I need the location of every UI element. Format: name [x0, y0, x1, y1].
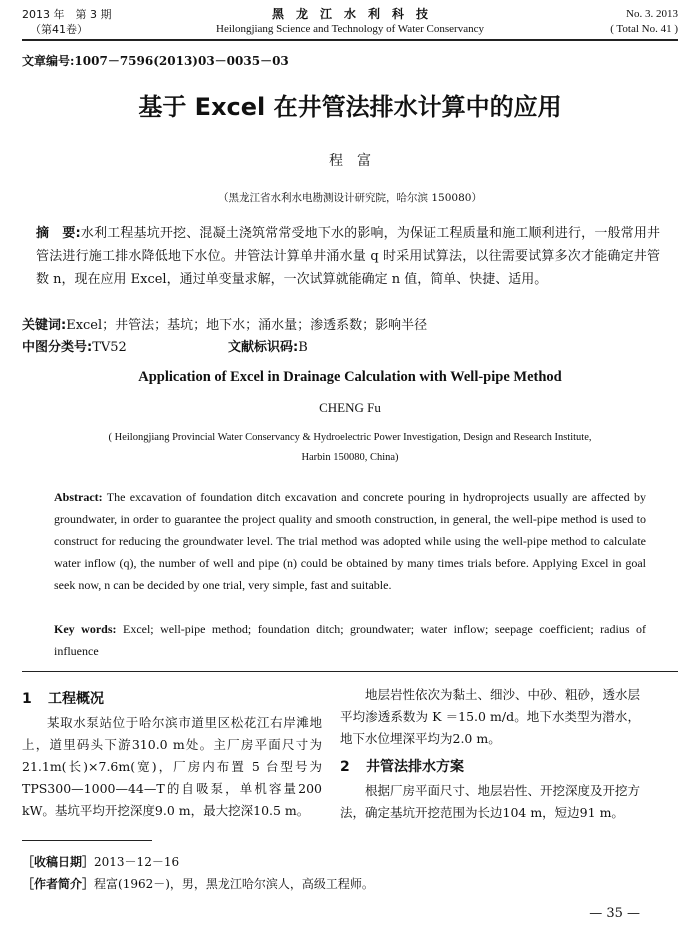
affiliation-en-line1: ( Heilongjiang Provincial Water Conservancy & Hydroelectric Power Investigation, Design and Research Institute,: [108, 432, 592, 443]
clc-number: [22, 338, 127, 358]
clc-value: TV52: [92, 340, 127, 355]
article-number: 文章编号:1007－7596(2013)03－0035－03: [22, 54, 289, 68]
author-cn: 程 富: [329, 153, 371, 169]
header-rule: [22, 39, 678, 41]
keywords-cn-text: Excel；井管法；基坑；地下水；涌水量；渗透系数；影响半径: [66, 318, 428, 333]
section-2-heading: [340, 754, 640, 780]
column-left: [22, 686, 322, 822]
document-code: [228, 338, 308, 358]
affiliation-en-line2: Harbin 150080, China): [301, 452, 399, 463]
footnote-received: [22, 852, 179, 872]
section-2-paragraph: 根据厂房平面尺寸、地层岩性、开挖深度及开挖方法，确定基坑开挖范围为长边104 m，短边91 m。: [340, 783, 641, 820]
title-en: Application of Excel in Drainage Calculation with Well-pipe Method: [138, 369, 562, 385]
header-issue-en: No. 3. 2013: [626, 8, 678, 20]
section-1-title: 工程概况: [48, 691, 104, 707]
keywords-cn: [22, 316, 662, 336]
abstract-cn-label: 摘 要:: [36, 226, 81, 241]
section-2-number: 2: [340, 759, 350, 775]
header-volume-cn: （第41卷）: [30, 23, 88, 36]
column-right: [340, 684, 640, 824]
section-1-paragraph: 某取水泵站位于哈尔滨市道里区松花江右岸滩地上，道里码头下游310.0 m处。主厂房平面尺寸为21.1m(长)×7.6m(宽)，厂房内布置 5 台型号为TPS300—1000—44—T的自吸泵，单机容量200 kW。基坑平均开挖深度9.0 m，最大挖深10.5 m。: [22, 715, 322, 818]
keywords-en: [54, 618, 646, 662]
document-code-label: 文献标识码:: [228, 340, 299, 355]
journal-name-en: Heilongjiang Science and Technology of Water Conservancy: [216, 23, 484, 35]
received-date: 2013－12－16: [94, 855, 180, 869]
keywords-en-text: Excel; well-pipe method; foundation ditch; groundwater; water inflow; seepage coefficient; radius of influence: [54, 622, 646, 658]
header-volume-en: ( Total No. 41 ): [610, 23, 678, 35]
title-cn: 基于 Excel 在井管法排水计算中的应用: [138, 93, 562, 121]
section-2-title: 井管法排水方案: [366, 759, 464, 775]
geology-paragraph: 地层岩性依次为黏土、细沙、中砂、粗砂，透水层平均渗透系数为 K ＝15.0 m/d。地下水类型为潜水，地下水位埋深平均为2.0 m。: [340, 687, 641, 746]
received-label: ［收稿日期］: [22, 855, 95, 869]
abstract-en-text: The excavation of foundation ditch excavation and concrete pouring in hydroprojects usually are affected by groundwater, in order to guarantee the project quality and smooth construction, in general, the well-pipe method is used to construct for reducing the groundwater level. The trial method was adopted while using the well-pipe method to calculate water inflow (q), the number of well and pipe (n) could be obtained by many times trials before. Applying Excel in goal seek now, n can be decided by one trial, very simple, fast and suitable.: [54, 490, 646, 592]
footnote-author-bio: [22, 874, 374, 894]
keywords-cn-label: 关键词:: [22, 318, 67, 333]
journal-name-cn: 黑 龙 江 水 利 科 技: [271, 7, 428, 21]
section-1-heading: [22, 686, 322, 712]
author-bio-label: ［作者简介］: [22, 877, 95, 891]
clc-label: 中图分类号:: [22, 340, 93, 355]
author-en: CHENG Fu: [319, 400, 381, 415]
keywords-en-label: Key words:: [54, 622, 117, 636]
author-bio-text: 程富(1962－)，男，黑龙江哈尔滨人，高级工程师。: [94, 877, 374, 891]
body-separator: [22, 671, 678, 672]
abstract-cn-text: 水利工程基坑开挖、混凝土浇筑常常受地下水的影响，为保证工程质量和施工顺利进行，一般常用井管法进行施工排水降低地下水位。井管法计算单井涌水量 q 时采用试算法，以往需要试算多次才能确定井管数 n，现在应用 Excel，通过单变量求解，一次试算就能确定 n 值，简单、快捷、适用。: [36, 226, 660, 287]
document-code-value: B: [298, 340, 308, 355]
page-number: — 35 —: [589, 906, 640, 921]
abstract-en: [54, 486, 646, 596]
abstract-cn: [36, 222, 660, 291]
section-1-number: 1: [22, 691, 32, 707]
abstract-en-label: Abstract:: [54, 490, 103, 504]
header-issue-cn: 2013 年 第 3 期: [22, 8, 112, 21]
footnote-rule: [22, 840, 152, 841]
affiliation-cn: （黑龙江省水利水电勘测设计研究院，哈尔滨 150080）: [218, 192, 482, 204]
